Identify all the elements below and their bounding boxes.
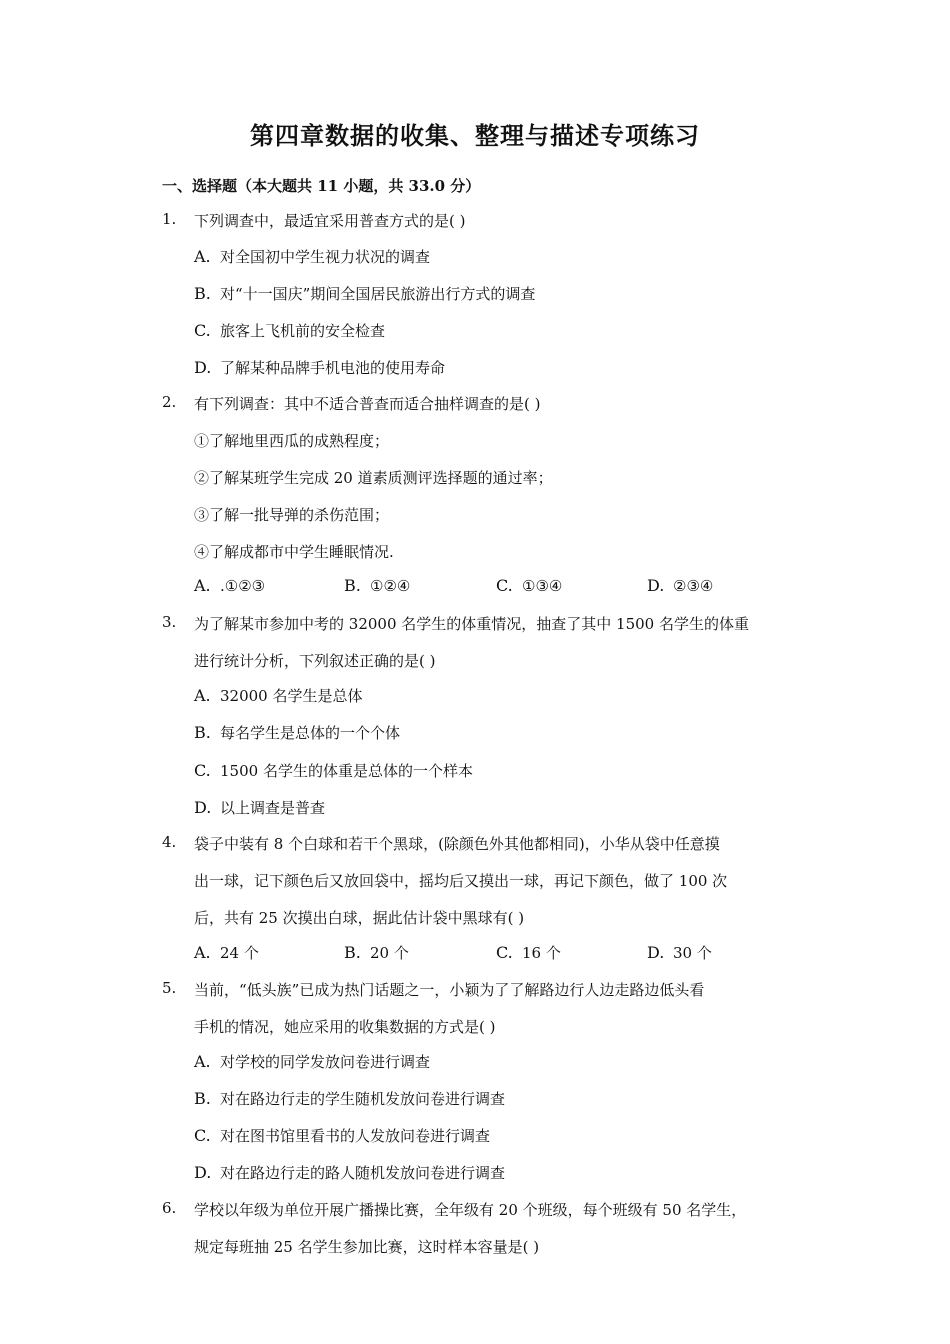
question-number: 2. <box>162 393 177 411</box>
list-item: ①了解地里西瓜的成熟程度； <box>194 432 390 450</box>
option-c: C. ①③④ <box>496 576 563 595</box>
option-b: B. ①②④ <box>344 576 411 595</box>
page-title: 第四章数据的收集、整理与描述专项练习 <box>250 121 700 150</box>
question-stem-cont: 手机的情况，她应采用的收集数据的方式是( ) <box>194 1018 496 1036</box>
option-c: C. 对在图书馆里看书的人发放问卷进行调查 <box>194 1126 491 1145</box>
option-b: B. 20 个 <box>344 943 409 962</box>
question-number: 4. <box>162 833 177 851</box>
option-c: C. 旅客上飞机前的安全检查 <box>194 321 386 340</box>
question-stem-cont: 后，共有 25 次摸出白球，据此估计袋中黑球有( ) <box>194 909 525 927</box>
question-stem: 当前，“低头族”已成为热门话题之一，小颖为了了解路边行人边走路边低头看 <box>194 981 705 999</box>
option-d: D. ②③④ <box>647 576 714 595</box>
option-b: B. 对在路边行走的学生随机发放问卷进行调查 <box>194 1089 506 1108</box>
option-d: D. 了解某种品牌手机电池的使用寿命 <box>194 358 446 377</box>
option-a: A. 对全国初中学生视力状况的调查 <box>194 247 431 266</box>
question-stem-cont: 规定每班抽 25 名学生参加比赛，这时样本容量是( ) <box>194 1238 540 1256</box>
question-stem: 学校以年级为单位开展广播操比赛，全年级有 20 个班级，每个班级有 50 名学生， <box>194 1201 747 1219</box>
question-stem-cont: 进行统计分析，下列叙述正确的是( ) <box>194 652 436 670</box>
list-item: ④了解成都市中学生睡眠情况. <box>194 543 394 561</box>
question-stem: 为了解某市参加中考的 32000 名学生的体重情况，抽查了其中 1500 名学生的体重 <box>194 615 749 633</box>
list-item: ②了解某班学生完成 20 道素质测评选择题的通过率； <box>194 469 553 487</box>
option-a: A. .①②③ <box>194 576 266 595</box>
question-stem-cont: 出一球，记下颜色后又放回袋中，摇均后又摸出一球，再记下颜色，做了 100 次 <box>194 872 728 890</box>
option-d: D. 30 个 <box>647 943 712 962</box>
option-d: D. 对在路边行走的路人随机发放问卷进行调查 <box>194 1163 506 1182</box>
option-a: A. 24 个 <box>194 943 259 962</box>
option-c: C. 16 个 <box>496 943 561 962</box>
option-a: A. 对学校的同学发放问卷进行调查 <box>194 1052 431 1071</box>
option-d: D. 以上调查是普查 <box>194 798 326 817</box>
question-number: 6. <box>162 1199 177 1217</box>
option-b: B. 对“十一国庆”期间全国居民旅游出行方式的调查 <box>194 284 536 303</box>
question-stem: 有下列调查：其中不适合普查而适合抽样调查的是( ) <box>194 395 541 413</box>
question-number: 3. <box>162 613 177 631</box>
question-stem: 袋子中装有 8 个白球和若干个黑球，(除颜色外其他都相同)，小华从袋中任意摸 <box>194 835 720 853</box>
question-stem: 下列调查中，最适宜采用普查方式的是( ) <box>194 212 466 230</box>
option-b: B. 每名学生是总体的一个个体 <box>194 723 401 742</box>
question-number: 5. <box>162 979 177 997</box>
list-item: ③了解一批导弹的杀伤范围； <box>194 506 390 524</box>
question-number: 1. <box>162 210 177 228</box>
option-a: A. 32000 名学生是总体 <box>194 686 363 705</box>
section-heading: 一、选择题（本大题共 11 小题，共 33.0 分） <box>162 177 481 195</box>
option-c: C. 1500 名学生的体重是总体的一个样本 <box>194 761 473 780</box>
